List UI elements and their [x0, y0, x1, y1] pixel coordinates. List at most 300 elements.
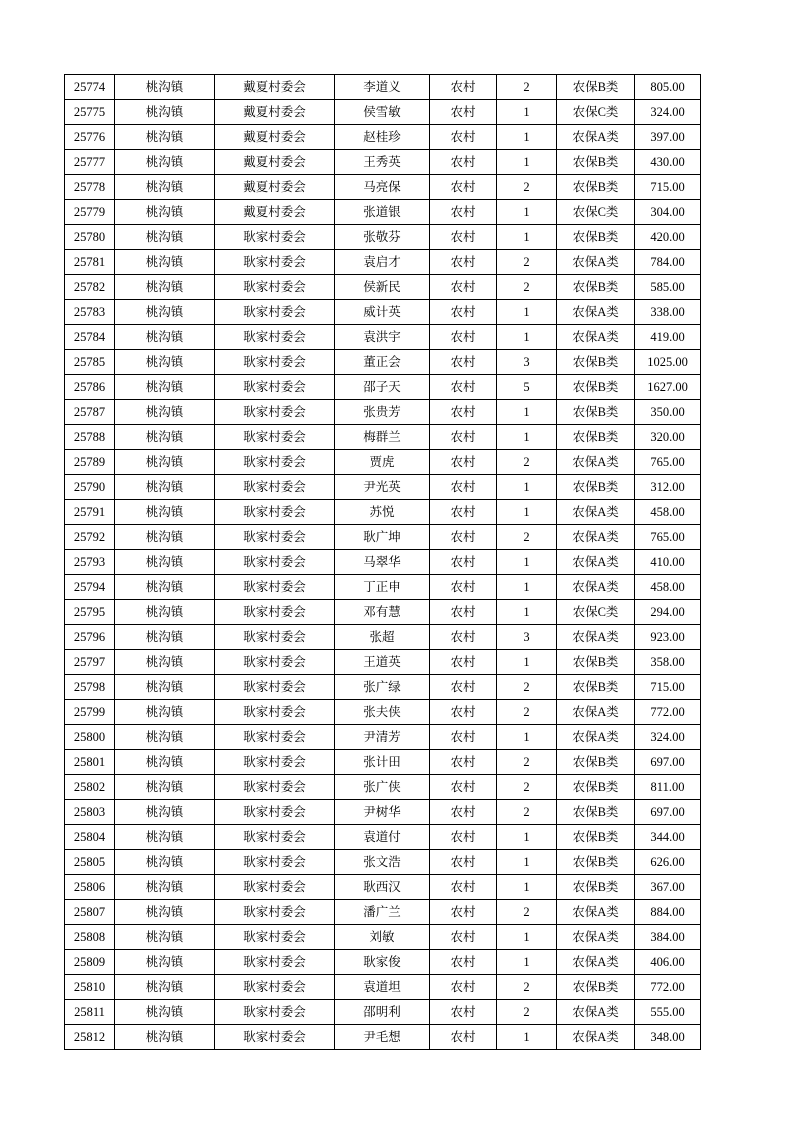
cell-amount: 805.00 [635, 75, 701, 100]
cell-type: 农村 [430, 475, 497, 500]
cell-type: 农村 [430, 250, 497, 275]
cell-town: 桃沟镇 [115, 650, 215, 675]
cell-category: 农保A类 [557, 250, 635, 275]
cell-amount: 420.00 [635, 225, 701, 250]
cell-count: 1 [497, 825, 557, 850]
cell-id: 25776 [65, 125, 115, 150]
cell-amount: 772.00 [635, 975, 701, 1000]
cell-village: 耿家村委会 [215, 550, 335, 575]
cell-town: 桃沟镇 [115, 375, 215, 400]
cell-category: 农保B类 [557, 425, 635, 450]
cell-type: 农村 [430, 400, 497, 425]
cell-count: 2 [497, 275, 557, 300]
cell-type: 农村 [430, 100, 497, 125]
cell-village: 耿家村委会 [215, 975, 335, 1000]
cell-amount: 458.00 [635, 575, 701, 600]
cell-category: 农保B类 [557, 750, 635, 775]
table-row [65, 675, 701, 700]
cell-id: 25793 [65, 550, 115, 575]
cell-id: 25779 [65, 200, 115, 225]
cell-name: 邓有慧 [335, 600, 430, 625]
cell-name: 潘广兰 [335, 900, 430, 925]
cell-type: 农村 [430, 925, 497, 950]
cell-id: 25795 [65, 600, 115, 625]
cell-category: 农保C类 [557, 600, 635, 625]
cell-town: 桃沟镇 [115, 825, 215, 850]
cell-village: 耿家村委会 [215, 800, 335, 825]
cell-type: 农村 [430, 900, 497, 925]
cell-town: 桃沟镇 [115, 925, 215, 950]
cell-count: 1 [497, 650, 557, 675]
cell-id: 25787 [65, 400, 115, 425]
cell-category: 农保B类 [557, 75, 635, 100]
cell-village: 耿家村委会 [215, 425, 335, 450]
cell-amount: 765.00 [635, 525, 701, 550]
cell-category: 农保A类 [557, 525, 635, 550]
table-row [65, 475, 701, 500]
table-row [65, 825, 701, 850]
cell-category: 农保A类 [557, 900, 635, 925]
cell-category: 农保B类 [557, 350, 635, 375]
cell-town: 桃沟镇 [115, 575, 215, 600]
cell-type: 农村 [430, 1000, 497, 1025]
table-row [65, 750, 701, 775]
cell-village: 耿家村委会 [215, 950, 335, 975]
cell-type: 农村 [430, 600, 497, 625]
cell-amount: 697.00 [635, 800, 701, 825]
cell-town: 桃沟镇 [115, 350, 215, 375]
cell-id: 25778 [65, 175, 115, 200]
cell-town: 桃沟镇 [115, 275, 215, 300]
cell-id: 25780 [65, 225, 115, 250]
cell-type: 农村 [430, 625, 497, 650]
cell-id: 25798 [65, 675, 115, 700]
cell-category: 农保B类 [557, 475, 635, 500]
cell-town: 桃沟镇 [115, 525, 215, 550]
cell-type: 农村 [430, 200, 497, 225]
cell-id: 25807 [65, 900, 115, 925]
cell-category: 农保A类 [557, 575, 635, 600]
cell-category: 农保B类 [557, 775, 635, 800]
cell-type: 农村 [430, 725, 497, 750]
cell-count: 2 [497, 175, 557, 200]
cell-type: 农村 [430, 175, 497, 200]
cell-name: 张敬芬 [335, 225, 430, 250]
cell-name: 袁启才 [335, 250, 430, 275]
cell-amount: 430.00 [635, 150, 701, 175]
cell-amount: 324.00 [635, 100, 701, 125]
cell-amount: 923.00 [635, 625, 701, 650]
table-row [65, 100, 701, 125]
cell-id: 25784 [65, 325, 115, 350]
cell-town: 桃沟镇 [115, 300, 215, 325]
cell-amount: 1025.00 [635, 350, 701, 375]
cell-town: 桃沟镇 [115, 950, 215, 975]
table-row [65, 600, 701, 625]
cell-amount: 397.00 [635, 125, 701, 150]
cell-village: 耿家村委会 [215, 1025, 335, 1050]
cell-amount: 765.00 [635, 450, 701, 475]
cell-town: 桃沟镇 [115, 175, 215, 200]
cell-type: 农村 [430, 675, 497, 700]
cell-id: 25811 [65, 1000, 115, 1025]
cell-category: 农保B类 [557, 850, 635, 875]
cell-count: 2 [497, 75, 557, 100]
cell-name: 马翠华 [335, 550, 430, 575]
table-row [65, 950, 701, 975]
cell-count: 5 [497, 375, 557, 400]
table-row [65, 725, 701, 750]
cell-name: 赵桂珍 [335, 125, 430, 150]
cell-count: 1 [497, 1025, 557, 1050]
cell-town: 桃沟镇 [115, 75, 215, 100]
cell-village: 耿家村委会 [215, 400, 335, 425]
table-row [65, 800, 701, 825]
cell-id: 25804 [65, 825, 115, 850]
cell-count: 2 [497, 750, 557, 775]
cell-amount: 350.00 [635, 400, 701, 425]
cell-village: 耿家村委会 [215, 925, 335, 950]
cell-id: 25799 [65, 700, 115, 725]
cell-count: 1 [497, 150, 557, 175]
cell-count: 1 [497, 400, 557, 425]
cell-id: 25810 [65, 975, 115, 1000]
cell-count: 3 [497, 625, 557, 650]
table-row [65, 850, 701, 875]
cell-type: 农村 [430, 575, 497, 600]
cell-name: 王道英 [335, 650, 430, 675]
cell-village: 耿家村委会 [215, 875, 335, 900]
cell-category: 农保B类 [557, 400, 635, 425]
cell-category: 农保A类 [557, 300, 635, 325]
cell-amount: 715.00 [635, 675, 701, 700]
cell-type: 农村 [430, 450, 497, 475]
cell-amount: 406.00 [635, 950, 701, 975]
cell-amount: 555.00 [635, 1000, 701, 1025]
table-row [65, 425, 701, 450]
cell-town: 桃沟镇 [115, 325, 215, 350]
cell-count: 1 [497, 550, 557, 575]
cell-id: 25805 [65, 850, 115, 875]
cell-village: 耿家村委会 [215, 700, 335, 725]
cell-id: 25783 [65, 300, 115, 325]
cell-type: 农村 [430, 550, 497, 575]
cell-id: 25812 [65, 1025, 115, 1050]
cell-id: 25800 [65, 725, 115, 750]
table-row [65, 200, 701, 225]
table-row [65, 325, 701, 350]
cell-id: 25786 [65, 375, 115, 400]
cell-amount: 419.00 [635, 325, 701, 350]
cell-type: 农村 [430, 225, 497, 250]
cell-name: 王秀英 [335, 150, 430, 175]
cell-id: 25809 [65, 950, 115, 975]
cell-id: 25803 [65, 800, 115, 825]
cell-type: 农村 [430, 1025, 497, 1050]
cell-count: 1 [497, 725, 557, 750]
cell-type: 农村 [430, 525, 497, 550]
cell-village: 耿家村委会 [215, 575, 335, 600]
cell-count: 2 [497, 800, 557, 825]
cell-amount: 358.00 [635, 650, 701, 675]
cell-town: 桃沟镇 [115, 250, 215, 275]
cell-count: 1 [497, 575, 557, 600]
cell-type: 农村 [430, 500, 497, 525]
cell-id: 25789 [65, 450, 115, 475]
cell-count: 1 [497, 325, 557, 350]
cell-town: 桃沟镇 [115, 475, 215, 500]
cell-name: 董正会 [335, 350, 430, 375]
cell-amount: 294.00 [635, 600, 701, 625]
cell-amount: 715.00 [635, 175, 701, 200]
cell-name: 张广侠 [335, 775, 430, 800]
cell-amount: 811.00 [635, 775, 701, 800]
cell-type: 农村 [430, 425, 497, 450]
cell-category: 农保A类 [557, 1000, 635, 1025]
cell-village: 耿家村委会 [215, 375, 335, 400]
cell-type: 农村 [430, 150, 497, 175]
table-row [65, 175, 701, 200]
cell-type: 农村 [430, 775, 497, 800]
cell-name: 张夫侠 [335, 700, 430, 725]
cell-name: 梅群兰 [335, 425, 430, 450]
table-row [65, 775, 701, 800]
cell-count: 2 [497, 1000, 557, 1025]
cell-amount: 312.00 [635, 475, 701, 500]
cell-count: 1 [497, 100, 557, 125]
cell-type: 农村 [430, 275, 497, 300]
cell-name: 尹光英 [335, 475, 430, 500]
cell-village: 耿家村委会 [215, 1000, 335, 1025]
cell-town: 桃沟镇 [115, 600, 215, 625]
cell-town: 桃沟镇 [115, 400, 215, 425]
cell-name: 耿家俊 [335, 950, 430, 975]
cell-category: 农保A类 [557, 550, 635, 575]
cell-name: 耿广坤 [335, 525, 430, 550]
cell-type: 农村 [430, 75, 497, 100]
cell-category: 农保B类 [557, 275, 635, 300]
cell-name: 威计英 [335, 300, 430, 325]
cell-category: 农保A类 [557, 925, 635, 950]
cell-count: 2 [497, 975, 557, 1000]
cell-id: 25782 [65, 275, 115, 300]
cell-village: 耿家村委会 [215, 750, 335, 775]
cell-type: 农村 [430, 975, 497, 1000]
table-body [65, 75, 701, 1050]
cell-name: 贾虎 [335, 450, 430, 475]
table-row [65, 400, 701, 425]
cell-town: 桃沟镇 [115, 500, 215, 525]
cell-type: 农村 [430, 650, 497, 675]
cell-type: 农村 [430, 350, 497, 375]
cell-amount: 410.00 [635, 550, 701, 575]
cell-amount: 348.00 [635, 1025, 701, 1050]
cell-name: 张超 [335, 625, 430, 650]
cell-id: 25801 [65, 750, 115, 775]
cell-name: 侯雪敏 [335, 100, 430, 125]
cell-count: 1 [497, 200, 557, 225]
cell-village: 耿家村委会 [215, 775, 335, 800]
cell-village: 戴夏村委会 [215, 200, 335, 225]
cell-village: 戴夏村委会 [215, 75, 335, 100]
cell-town: 桃沟镇 [115, 975, 215, 1000]
cell-town: 桃沟镇 [115, 725, 215, 750]
cell-name: 李道义 [335, 75, 430, 100]
cell-type: 农村 [430, 750, 497, 775]
table-row [65, 250, 701, 275]
cell-type: 农村 [430, 325, 497, 350]
cell-name: 邵子天 [335, 375, 430, 400]
cell-category: 农保A类 [557, 500, 635, 525]
cell-category: 农保B类 [557, 175, 635, 200]
cell-village: 耿家村委会 [215, 600, 335, 625]
cell-name: 尹毛想 [335, 1025, 430, 1050]
table-row [65, 575, 701, 600]
cell-name: 袁道付 [335, 825, 430, 850]
cell-category: 农保A类 [557, 1025, 635, 1050]
cell-village: 耿家村委会 [215, 450, 335, 475]
cell-type: 农村 [430, 375, 497, 400]
cell-count: 1 [497, 225, 557, 250]
cell-amount: 338.00 [635, 300, 701, 325]
cell-town: 桃沟镇 [115, 775, 215, 800]
cell-category: 农保B类 [557, 975, 635, 1000]
cell-name: 刘敏 [335, 925, 430, 950]
cell-id: 25792 [65, 525, 115, 550]
cell-count: 2 [497, 450, 557, 475]
cell-id: 25775 [65, 100, 115, 125]
cell-count: 1 [497, 425, 557, 450]
cell-village: 耿家村委会 [215, 825, 335, 850]
cell-name: 尹树华 [335, 800, 430, 825]
cell-category: 农保B类 [557, 375, 635, 400]
cell-village: 耿家村委会 [215, 475, 335, 500]
cell-village: 耿家村委会 [215, 900, 335, 925]
table-row [65, 925, 701, 950]
cell-id: 25797 [65, 650, 115, 675]
cell-count: 2 [497, 525, 557, 550]
cell-id: 25790 [65, 475, 115, 500]
cell-count: 2 [497, 700, 557, 725]
cell-town: 桃沟镇 [115, 425, 215, 450]
cell-village: 戴夏村委会 [215, 175, 335, 200]
table-row [65, 225, 701, 250]
cell-amount: 320.00 [635, 425, 701, 450]
cell-count: 2 [497, 250, 557, 275]
cell-category: 农保B类 [557, 875, 635, 900]
cell-category: 农保A类 [557, 700, 635, 725]
cell-village: 戴夏村委会 [215, 150, 335, 175]
table-row [65, 1000, 701, 1025]
table-row [65, 375, 701, 400]
cell-name: 张道银 [335, 200, 430, 225]
cell-category: 农保B类 [557, 150, 635, 175]
cell-name: 马亮保 [335, 175, 430, 200]
cell-id: 25791 [65, 500, 115, 525]
cell-category: 农保C类 [557, 200, 635, 225]
cell-name: 袁洪宇 [335, 325, 430, 350]
cell-amount: 884.00 [635, 900, 701, 925]
table-row [65, 450, 701, 475]
cell-village: 戴夏村委会 [215, 125, 335, 150]
cell-village: 耿家村委会 [215, 275, 335, 300]
cell-id: 25806 [65, 875, 115, 900]
cell-id: 25774 [65, 75, 115, 100]
cell-category: 农保A类 [557, 125, 635, 150]
cell-town: 桃沟镇 [115, 125, 215, 150]
cell-village: 耿家村委会 [215, 650, 335, 675]
cell-name: 袁道坦 [335, 975, 430, 1000]
cell-count: 1 [497, 950, 557, 975]
cell-village: 耿家村委会 [215, 325, 335, 350]
table-row [65, 350, 701, 375]
table-row [65, 975, 701, 1000]
cell-town: 桃沟镇 [115, 900, 215, 925]
cell-town: 桃沟镇 [115, 875, 215, 900]
cell-amount: 304.00 [635, 200, 701, 225]
cell-category: 农保A类 [557, 450, 635, 475]
cell-name: 张贵芳 [335, 400, 430, 425]
cell-amount: 324.00 [635, 725, 701, 750]
cell-category: 农保C类 [557, 100, 635, 125]
table-row [65, 300, 701, 325]
cell-name: 邵明利 [335, 1000, 430, 1025]
table-row [65, 125, 701, 150]
cell-category: 农保B类 [557, 650, 635, 675]
cell-id: 25777 [65, 150, 115, 175]
table-row [65, 500, 701, 525]
cell-name: 尹清芳 [335, 725, 430, 750]
table-row [65, 75, 701, 100]
cell-type: 农村 [430, 850, 497, 875]
cell-count: 3 [497, 350, 557, 375]
cell-id: 25794 [65, 575, 115, 600]
cell-type: 农村 [430, 950, 497, 975]
table-row [65, 275, 701, 300]
cell-id: 25796 [65, 625, 115, 650]
cell-name: 张文浩 [335, 850, 430, 875]
cell-amount: 585.00 [635, 275, 701, 300]
cell-town: 桃沟镇 [115, 750, 215, 775]
cell-village: 耿家村委会 [215, 525, 335, 550]
cell-town: 桃沟镇 [115, 800, 215, 825]
table-row [65, 700, 701, 725]
cell-amount: 697.00 [635, 750, 701, 775]
cell-village: 耿家村委会 [215, 225, 335, 250]
cell-amount: 772.00 [635, 700, 701, 725]
table-row [65, 875, 701, 900]
cell-amount: 384.00 [635, 925, 701, 950]
cell-amount: 458.00 [635, 500, 701, 525]
cell-town: 桃沟镇 [115, 200, 215, 225]
cell-town: 桃沟镇 [115, 450, 215, 475]
cell-type: 农村 [430, 125, 497, 150]
cell-category: 农保B类 [557, 825, 635, 850]
cell-town: 桃沟镇 [115, 150, 215, 175]
cell-category: 农保A类 [557, 725, 635, 750]
cell-name: 侯新民 [335, 275, 430, 300]
table-row [65, 550, 701, 575]
cell-village: 耿家村委会 [215, 350, 335, 375]
cell-id: 25802 [65, 775, 115, 800]
cell-category: 农保A类 [557, 950, 635, 975]
cell-count: 1 [497, 500, 557, 525]
cell-amount: 367.00 [635, 875, 701, 900]
cell-village: 耿家村委会 [215, 725, 335, 750]
cell-town: 桃沟镇 [115, 225, 215, 250]
cell-village: 耿家村委会 [215, 675, 335, 700]
cell-count: 1 [497, 925, 557, 950]
